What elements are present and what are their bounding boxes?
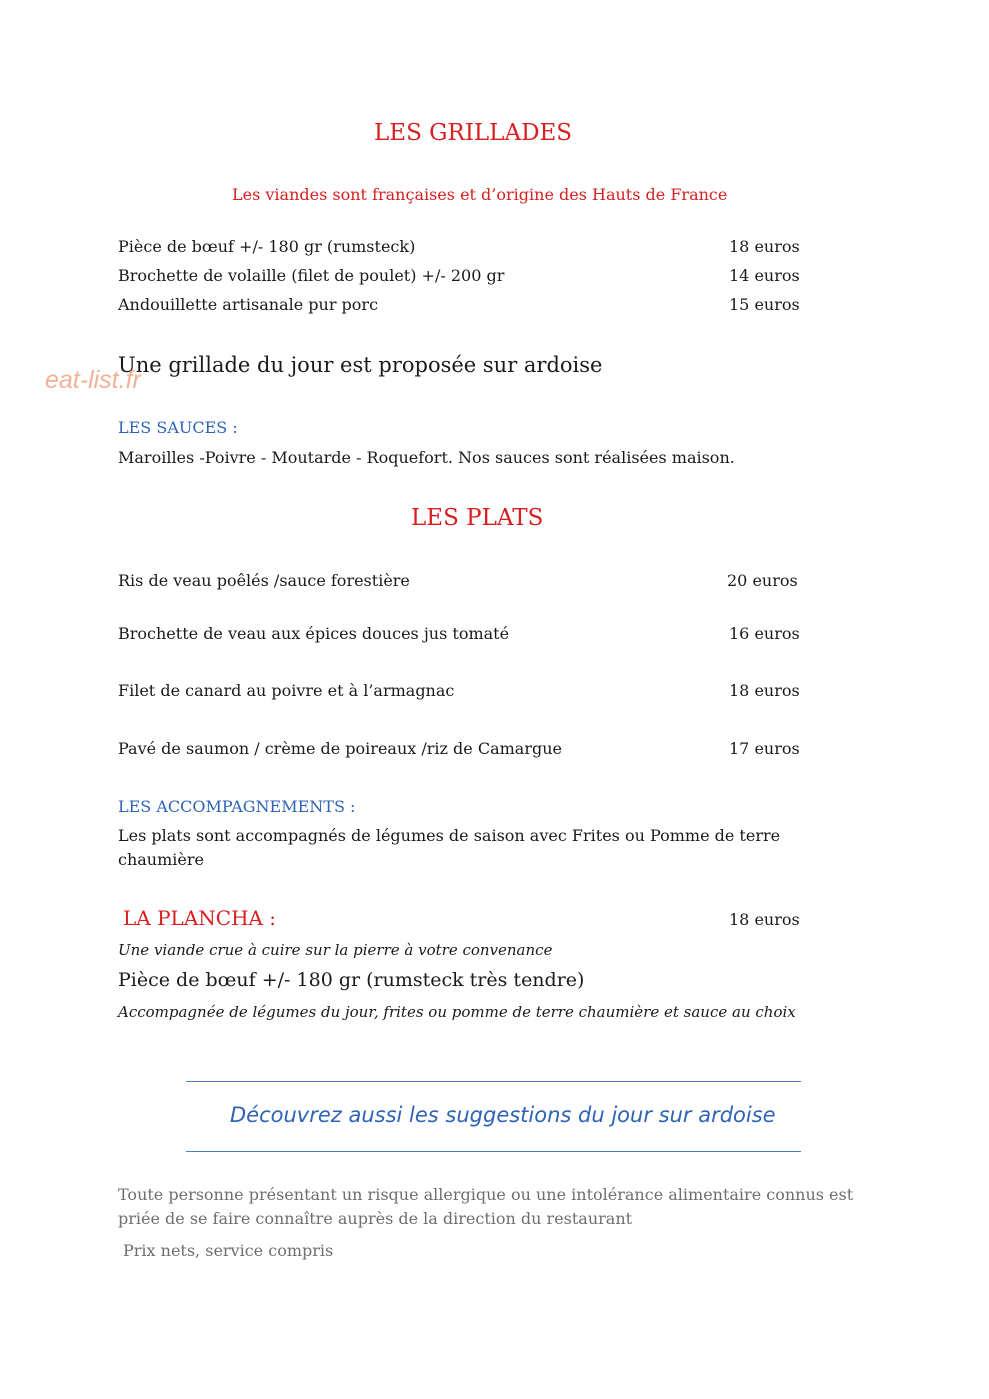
grillade-item-price: 15 euros	[729, 295, 800, 314]
plat-item-price: 17 euros	[729, 739, 800, 758]
accompagnements-heading: LES ACCOMPAGNEMENTS :	[118, 797, 356, 816]
plancha-heading: LA PLANCHA :	[123, 906, 277, 930]
plancha-description: Une viande crue à cuire sur la pierre à votre convenance	[118, 941, 553, 959]
prices-note: Prix nets, service compris	[123, 1241, 334, 1260]
daily-grill-note: Une grillade du jour est proposée sur ardoise	[118, 353, 603, 377]
allergy-notice-line1: Toute personne présentant un risque allergique ou une intolérance alimentaire connus est	[118, 1185, 854, 1204]
grillade-item-price: 14 euros	[729, 266, 800, 285]
grillade-item-price: 18 euros	[729, 237, 800, 256]
plat-item-name: Filet de canard au poivre et à l’armagnac	[118, 681, 455, 700]
accompagnements-text-line2: chaumière	[118, 850, 204, 869]
plancha-accompaniment: Accompagnée de légumes du jour, frites ou pomme de terre chaumière et sauce au choix	[118, 1003, 796, 1021]
plats-title: LES PLATS	[411, 505, 544, 531]
grillades-subtitle: Les viandes sont françaises et d’origine des Hauts de France	[232, 185, 728, 204]
plat-item-name: Pavé de saumon / crème de poireaux /riz de Camargue	[118, 739, 562, 758]
sauces-text: Maroilles -Poivre - Moutarde - Roquefort. Nos sauces sont réalisées maison.	[118, 448, 735, 467]
accompagnements-text-line1: Les plats sont accompagnés de légumes de saison avec Frites ou Pomme de terre	[118, 826, 781, 845]
plat-item-name: Brochette de veau aux épices douces jus tomaté	[118, 624, 510, 643]
plat-item-price: 20 euros	[727, 571, 798, 590]
grillade-item-name: Brochette de volaille (filet de poulet) +/- 200 gr	[118, 266, 505, 285]
plat-item-price: 16 euros	[729, 624, 800, 643]
plat-item-name: Ris de veau poêlés /sauce forestière	[118, 571, 410, 590]
plat-item-price: 18 euros	[729, 681, 800, 700]
banner-rule-top	[186, 1081, 801, 1082]
grillade-item-name: Andouillette artisanale pur porc	[118, 295, 379, 314]
banner-rule-bottom	[186, 1151, 801, 1152]
watermark: eat-list.fr	[45, 366, 141, 394]
plancha-item: Pièce de bœuf +/- 180 gr (rumsteck très tendre)	[118, 969, 585, 991]
plancha-price: 18 euros	[729, 910, 800, 929]
grillade-item-name: Pièce de bœuf +/- 180 gr (rumsteck)	[118, 237, 416, 256]
allergy-notice-line2: priée de se faire connaître auprès de la direction du restaurant	[118, 1209, 633, 1228]
grillades-title: LES GRILLADES	[374, 120, 573, 146]
sauces-heading: LES SAUCES :	[118, 418, 238, 437]
suggestions-banner: Découvrez aussi les suggestions du jour sur ardoise	[230, 1103, 776, 1127]
